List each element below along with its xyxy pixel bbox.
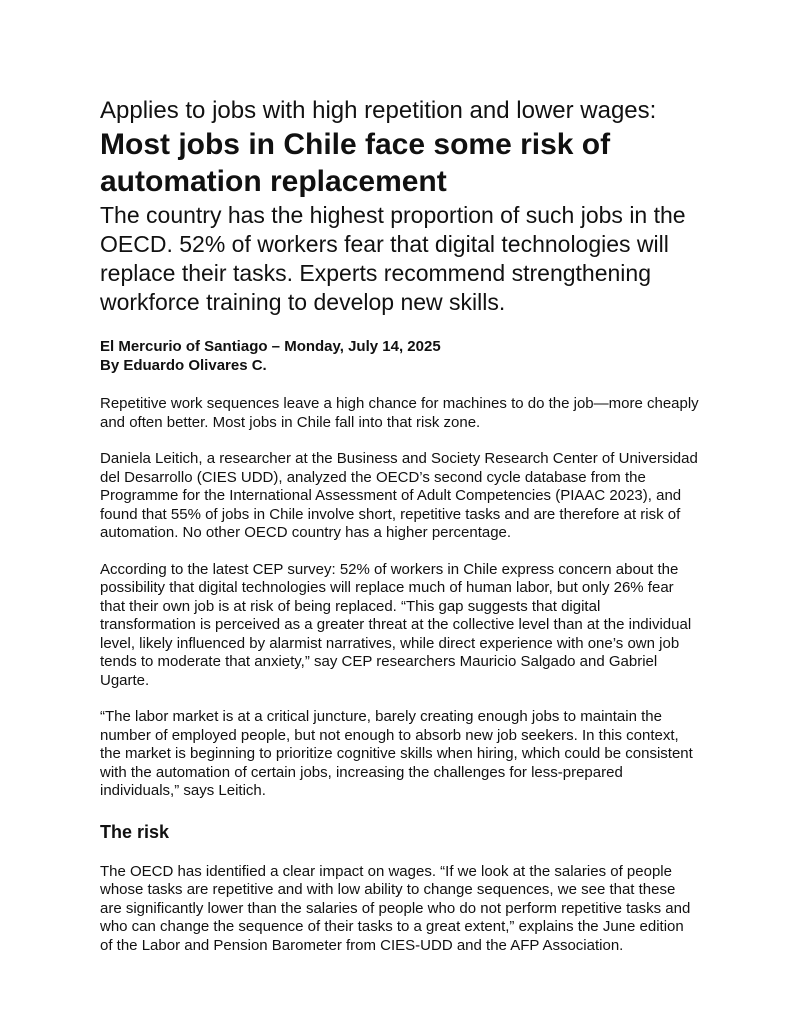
article-kicker: Applies to jobs with high repetition and lower wages:: [100, 97, 657, 124]
byline: [100, 337, 700, 375]
author-line: By Eduardo Olivares C.: [100, 357, 267, 374]
body-paragraph: The OECD has identified a clear impact on wages. “If we look at the salaries of people whose tasks are repetitive and with low ability to change sequences, we see that these are significantly lower than the salaries of people who do not perform repetitive tasks and who can change the sequence of their tasks to a great extent,” explains the June edition of the Labor and Pension Barometer from CIES-UDD and the AFP Association.: [100, 862, 691, 954]
article-deck: The country has the highest proportion of such jobs in the OECD. 52% of workers fear that digital technologies will replace their tasks. Experts recommend strengthening workforce training to develop new skills.: [100, 202, 686, 315]
body-paragraph: Daniela Leitich, a researcher at the Business and Society Research Center of Universidad del Desarrollo (CIES UDD), analyzed the OECD’s second cycle database from the Programme for the International Assessment of Adult Competencies (PIAAC 2023), and found that 55% of jobs in Chile involve short, repetitive tasks and are therefore at risk of automation. No other OECD country has a higher percentage.: [100, 450, 698, 541]
section-heading: The risk: [100, 821, 170, 842]
body-paragraph: Repetitive work sequences leave a high chance for machines to do the job—more cheaply and often better. Most jobs in Chile fall into that risk zone.: [100, 395, 699, 431]
body-paragraph: “The labor market is at a critical juncture, barely creating enough jobs to maintain the number of employed people, but not enough to absorb new job seekers. In this context, the market is beginning to prioritize cognitive skills when hiring, which could be consistent with the automation of certain jobs, increasing the challenges for less-prepared individuals,” says Leitich.: [100, 708, 693, 799]
body-paragraph: According to the latest CEP survey: 52% of workers in Chile express concern about the possibility that digital technologies will replace much of human labor, but only 26% fear that their own job is at risk of being replaced. “This gap suggests that digital transformation is perceived as a greater threat at the collective level than at the individual level, likely influenced by alarmist narratives, while direct experience with one’s own job tends to moderate that anxiety,” say CEP researchers Mauricio Salgado and Gabriel Ugarte.: [100, 560, 692, 689]
article-headline: Most jobs in Chile face some risk of automation replacement: [100, 128, 611, 198]
source-date-line: El Mercurio of Santiago – Monday, July 14, 2025: [100, 338, 441, 355]
